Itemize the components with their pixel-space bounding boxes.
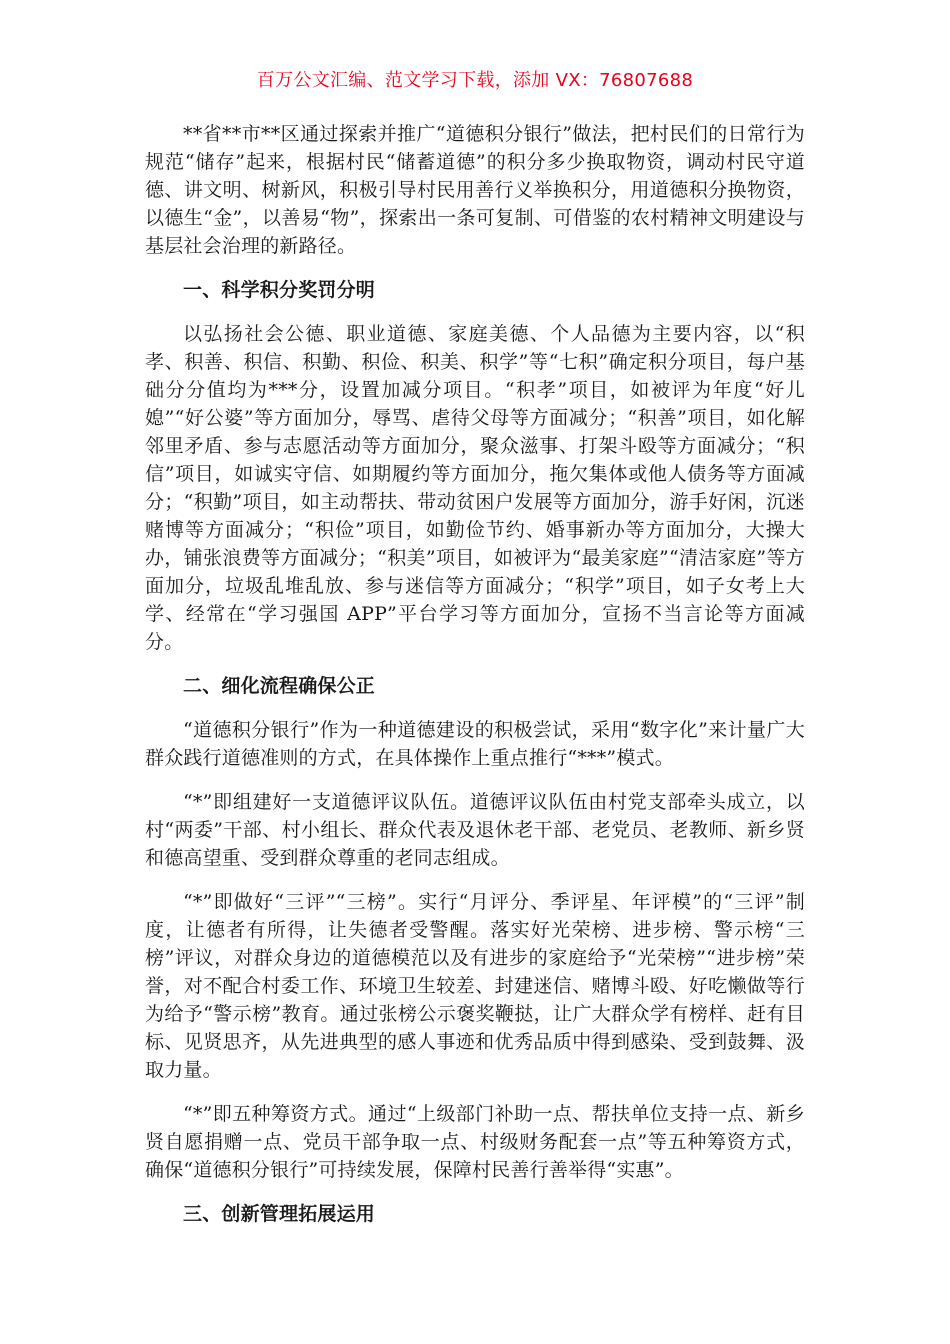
intro-paragraph: **省**市**区通过探索并推广“道德积分银行”做法，把村民们的日常行为规范“储存”起来，根据村民“储蓄道德”的积分多少换取物资，调动村民守道德、讲文明、树新风，积极引导村民用善行义举换积分，用道德积分换物资，以德生“金”，以善易“物”，探索出一条可复制、可借鉴的农村精神文明建设与基层社会治理的新路径。 <box>145 123 805 257</box>
section-2-paragraph-2: “*”即组建好一支道德评议队伍。道德评议队伍由村党支部牵头成立，以村“两委”干部、村小组长、群众代表及退休老干部、老党员、老教师、新乡贤和德高望重、受到群众尊重的老同志组成。 <box>145 791 805 869</box>
section-2-heading: 二、细化流程确保公正 <box>183 675 376 697</box>
section-1-paragraph: 以弘扬社会公德、职业道德、家庭美德、个人品德为主要内容，以“积孝、积善、积信、积勤、积俭、积美、积学”等“七积”确定积分项目，每户基础分分值均为***分，设置加减分项目。“积孝”项目，如被评为年度“好儿媳”“好公婆”等方面加分，辱骂、虐待父母等方面减分；“积善”项目，如化解邻里矛盾、参与志愿活动等方面加分，聚众滋事、打架斗殴等方面减分；“积信”项目，如诚实守信、如期履约等方面加分，拖欠集体或他人债务等方面减分；“积勤”项目，如主动帮扶、带动贫困户发展等方面加分，游手好闲，沉迷赌博等方面减分；“积俭”项目，如勤俭节约、婚事新办等方面加分，大操大办，铺张浪费等方面减分；“积美”项目，如被评为“最美家庭”“清洁家庭”等方面加分，垃圾乱堆乱放、参与迷信等方面减分；“积学”项目，如子女考上大学、经常在“学习强国 APP”平台学习等方面加分，宣扬不当言论等方面减分。 <box>145 323 805 653</box>
section-2-paragraph-1: “道德积分银行”作为一种道德建设的积极尝试，采用“数字化”来计量广大群众践行道德准则的方式，在具体操作上重点推行“***”模式。 <box>145 719 805 769</box>
section-2-paragraph-3: “*”即做好“三评”“三榜”。实行“月评分、季评星、年评模”的“三评”制度，让德者有所得，让失德者受警醒。落实好光荣榜、进步榜、警示榜“三榜”评议，对群众身边的道德模范以及有进步的家庭给予“光荣榜”“进步榜”荣誉，对不配合村委工作、环境卫生较差、封建迷信、赌博斗殴、好吃懒做等行为给予“警示榜”教育。通过张榜公示褒奖鞭挞，让广大群众学有榜样、赶有目标、见贤思齐，从先进典型的感人事迹和优秀品质中得到感染、受到鼓舞、汲取力量。 <box>145 891 805 1081</box>
section-2-paragraph-4: “*”即五种筹资方式。通过“上级部门补助一点、帮扶单位支持一点、新乡贤自愿捐赠一点、党员干部争取一点、村级财务配套一点”等五种筹资方式，确保“道德积分银行”可持续发展，保障村民善行善举得“实惠”。 <box>145 1103 805 1181</box>
section-3-heading: 三、创新管理拓展运用 <box>183 1203 376 1225</box>
section-1-heading: 一、科学积分奖罚分明 <box>183 279 376 301</box>
header-banner: 百万公文汇编、范文学习下载，添加 VX：76807688 <box>256 70 694 91</box>
document-body <box>145 120 805 1244</box>
